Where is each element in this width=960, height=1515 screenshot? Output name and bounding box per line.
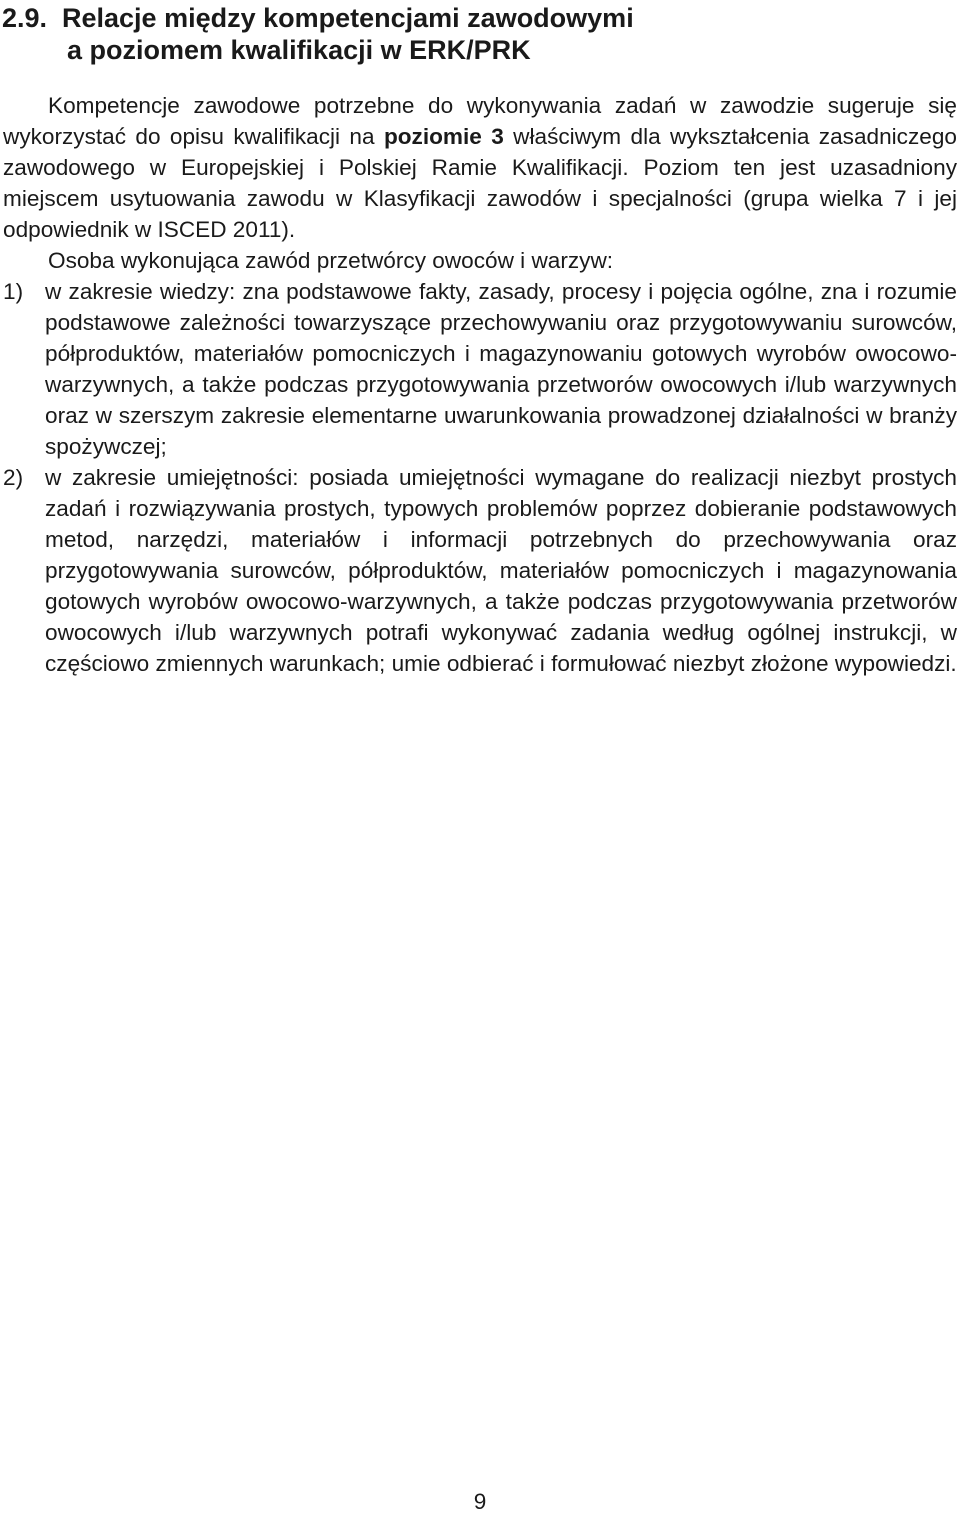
list-item-marker: 1) — [3, 279, 24, 304]
list-item-text: w zakresie umiejętności: posiada umiejętności wymagane do realizacji niezbyt prostych zadań i rozwiązywania prostych, typowych problemów poprzez dobieranie podstawowych metod, narzędzi, materiałów i informacji potrzebnych do przechowywania oraz przygotowywania surowców, półproduktów, materiałów pomocniczych i magazynowania gotowych wyrobów owocowo-warzywnych, a także podczas przygotowywania przetworów owocowych i/lub warzywnych potrafi wykonywać zadania według ogólnej instrukcji, w częściowo zmiennych warunkach; umie odbierać i formułować niezbyt złożone wypowiedzi. — [45, 465, 957, 676]
section-title-line1: Relacje między kompetencjami zawodowymi — [62, 3, 634, 33]
intro-text-part1: Kompetencje zawodowe potrzebne do wykonywania zadań w zawodzie sugeruje się wykorzystać do opisu kwalifikacji na — [3, 93, 957, 149]
page-number: 9 — [473, 1489, 487, 1514]
intro-bold-level: poziomie 3 — [383, 124, 504, 149]
list-item-text: w zakresie wiedzy: zna podstawowe fakty, zasady, procesy i pojęcia ogólne, zna i rozumie podstawowe zależności towarzyszące przechowywaniu oraz przygotowywaniu surowców, półproduktów, materiałów pomocniczych i magazynowaniu gotowych wyrobów owocowo-warzywnych, a także podczas przygotowywania przetworów owocowych i/lub warzywnych oraz w szerszym zakresie elementarne uwarunkowania prowadzonej działalności w branży spożywczej; — [45, 279, 957, 459]
intro-text-part2: właściwym dla wykształcenia zasadniczego zawodowego w Europejskiej i Polskiej Ramie Kwalifikacji. Poziom ten jest uzasadniony miejscem usytuowania zawodu w Klasyfikacji zawodów i specjalności (grupa wielka 7 i jej odpowiednik w ISCED 2011). — [3, 124, 957, 242]
list-item-marker: 2) — [3, 465, 24, 490]
section-number: 2.9. — [2, 3, 48, 33]
section-body — [3, 90, 957, 679]
lead-paragraph: Osoba wykonująca zawód przetwórcy owoców i warzyw: — [48, 248, 614, 273]
competence-list — [3, 276, 957, 679]
list-item — [3, 462, 957, 679]
list-item — [3, 276, 957, 462]
section-title-line2: a poziomem kwalifikacji w ERK/PRK — [67, 35, 531, 65]
section-heading — [2, 2, 957, 66]
intro-paragraph — [3, 90, 957, 245]
